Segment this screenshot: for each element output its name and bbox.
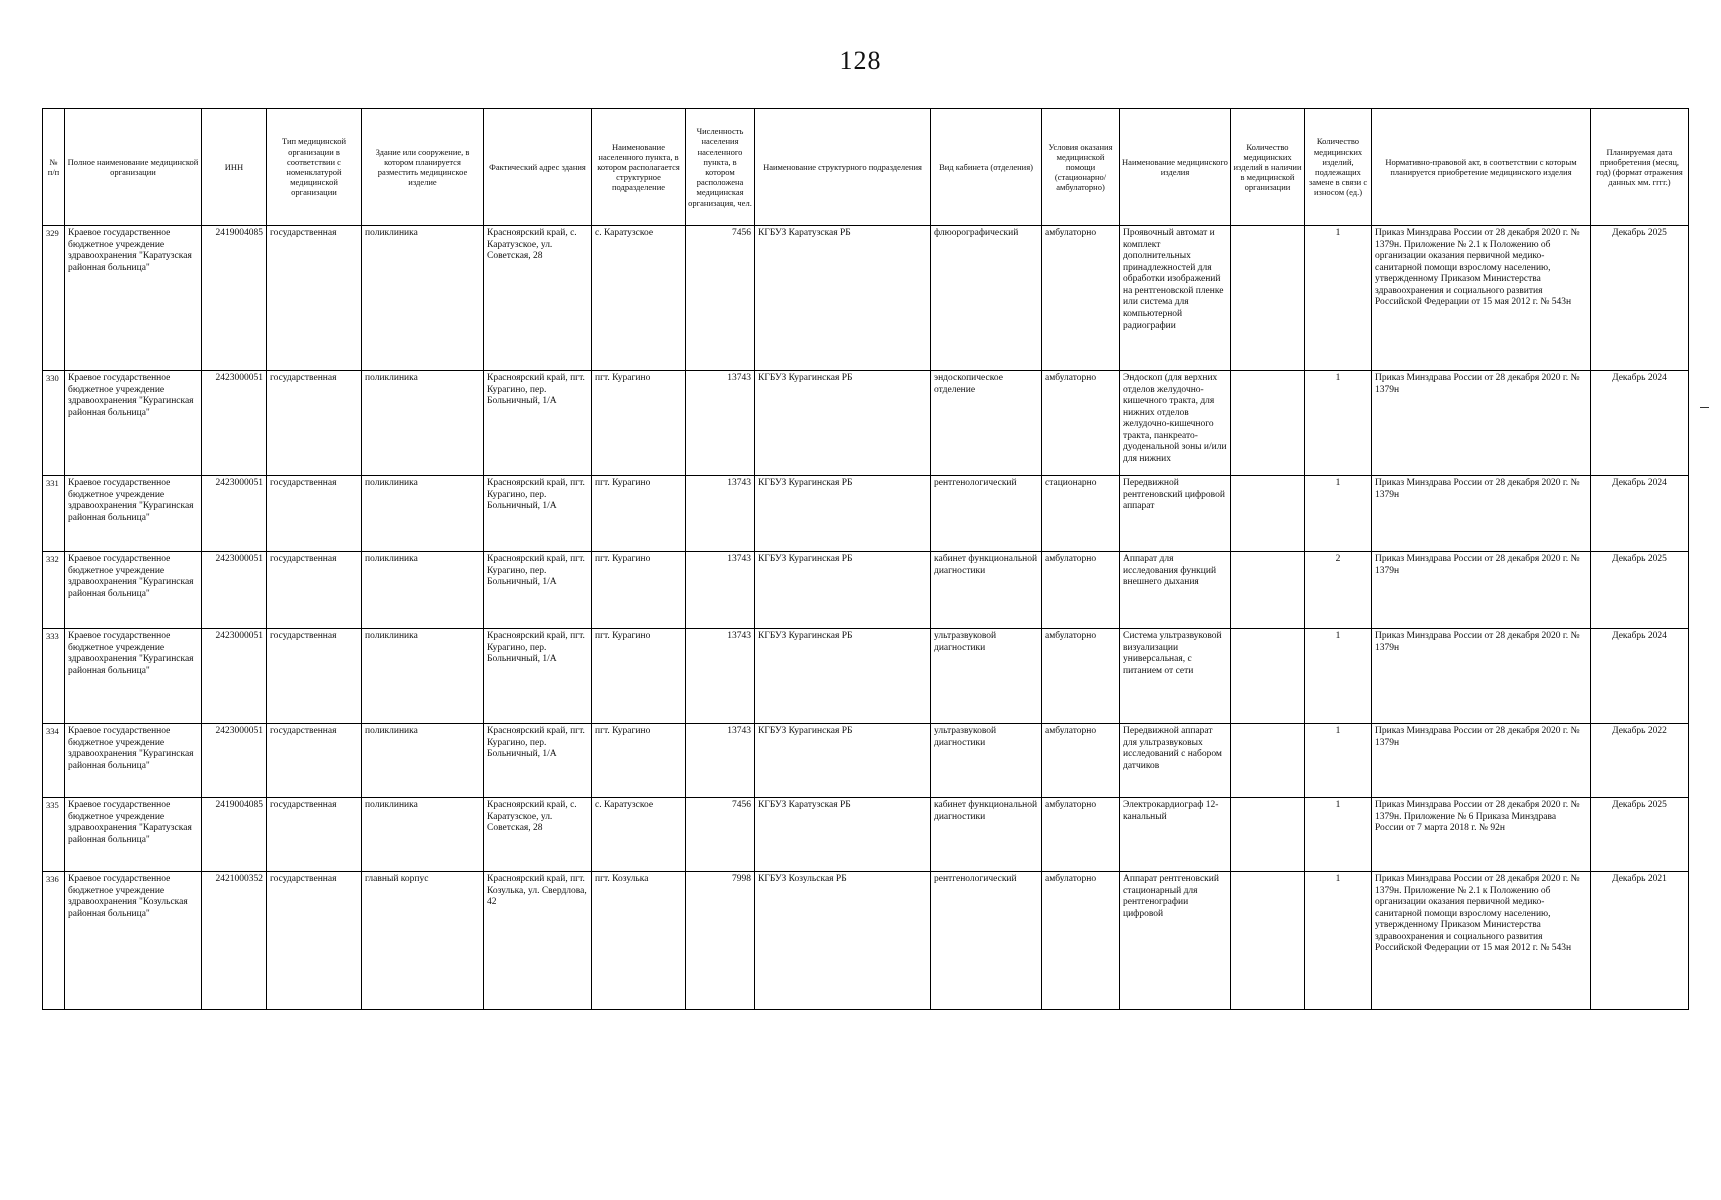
cell-subdivision: КГБУЗ Каратузская РБ [755,798,931,872]
cell-subdivision: КГБУЗ Курагинская РБ [755,371,931,476]
cell-inn: 2421000352 [202,872,267,1010]
cell-cabinet: кабинет функциональной диагностики [931,552,1042,629]
cell-legal-act: Приказ Минздрава России от 28 декабря 2020 г. № 1379н [1372,371,1591,476]
cell-subdivision: КГБУЗ Курагинская РБ [755,552,931,629]
cell-conditions: амбулаторно [1042,629,1120,724]
cell-qty-available [1231,226,1305,371]
cell-qty-replace: 1 [1305,476,1372,552]
table-row [43,872,1689,1010]
header-conditions: Условия оказания медицинской помощи (стационарно/ амбулаторно) [1042,109,1120,226]
cell-qty-replace: 1 [1305,724,1372,798]
cell-subdivision: КГБУЗ Курагинская РБ [755,724,931,798]
cell-legal-act: Приказ Минздрава России от 28 декабря 2020 г. № 1379н [1372,629,1591,724]
cell-qty-available [1231,476,1305,552]
cell-num: 329 [43,226,65,371]
cell-qty-replace: 1 [1305,798,1372,872]
cell-population: 13743 [686,476,755,552]
cell-subdivision: КГБУЗ Козульская РБ [755,872,931,1010]
cell-org-name: Краевое государственное бюджетное учреждение здравоохранения "Курагинская районная больница" [65,371,202,476]
cell-building: поликлиника [362,798,484,872]
cell-subdivision: КГБУЗ Курагинская РБ [755,629,931,724]
table-row [43,371,1689,476]
header-num: № п/п [43,109,65,226]
page-number: 128 [839,46,882,75]
cell-address: Красноярский край, пгт. Курагино, пер. Больничный, 1/А [484,552,592,629]
cell-org-type: государственная [267,552,362,629]
cell-qty-available [1231,872,1305,1010]
header-address: Фактический адрес здания [484,109,592,226]
cell-cabinet: эндоскопическое отделение [931,371,1042,476]
cell-device: Передвижной аппарат для ультразвуковых исследований с набором датчиков [1120,724,1231,798]
cell-settlement: с. Каратузское [592,226,686,371]
header-cabinet: Вид кабинета (отделения) [931,109,1042,226]
cell-settlement: пгт. Курагино [592,724,686,798]
cell-date: Декабрь 2025 [1591,798,1689,872]
table-row [43,629,1689,724]
cell-subdivision: КГБУЗ Каратузская РБ [755,226,931,371]
header-subdivision: Наименование структурного подразделения [755,109,931,226]
cell-num: 334 [43,724,65,798]
table-row [43,476,1689,552]
cell-population: 13743 [686,629,755,724]
cell-org-type: государственная [267,872,362,1010]
cell-qty-replace: 1 [1305,226,1372,371]
cell-qty-replace: 1 [1305,371,1372,476]
cell-num: 336 [43,872,65,1010]
cell-conditions: амбулаторно [1042,552,1120,629]
cell-cabinet: рентгенологический [931,476,1042,552]
cell-settlement: пгт. Курагино [592,552,686,629]
cell-qty-available [1231,629,1305,724]
cell-org-type: государственная [267,798,362,872]
header-settlement: Наименование населенного пункта, в котором располагается структурное подразделение [592,109,686,226]
cell-legal-act: Приказ Минздрава России от 28 декабря 2020 г. № 1379н. Приложение № 6 Приказа Минздрава России от 7 марта 2018 г. № 92н [1372,798,1591,872]
cell-subdivision: КГБУЗ Курагинская РБ [755,476,931,552]
cell-cabinet: рентгенологический [931,872,1042,1010]
cell-inn: 2423000051 [202,552,267,629]
cell-qty-replace: 2 [1305,552,1372,629]
cell-org-type: государственная [267,371,362,476]
cell-inn: 2423000051 [202,371,267,476]
table-row [43,724,1689,798]
cell-org-type: государственная [267,629,362,724]
table-row [43,226,1689,371]
cell-cabinet: кабинет функциональной диагностики [931,798,1042,872]
cell-population: 13743 [686,552,755,629]
cell-conditions: амбулаторно [1042,371,1120,476]
cell-legal-act: Приказ Минздрава России от 28 декабря 2020 г. № 1379н [1372,476,1591,552]
cell-org-type: государственная [267,724,362,798]
cell-building: поликлиника [362,629,484,724]
cell-qty-available [1231,552,1305,629]
cell-qty-available [1231,371,1305,476]
cell-num: 333 [43,629,65,724]
cell-conditions: амбулаторно [1042,872,1120,1010]
cell-legal-act: Приказ Минздрава России от 28 декабря 2020 г. № 1379н. Приложение № 2.1 к Положению об организации оказания первичной медико-санитарной помощи взрослому населению, утвержденному Приказом Министерства здравоохранения и социального развития Российской Федерации от 15 мая 2012 г. № 543н [1372,226,1591,371]
cell-date: Декабрь 2024 [1591,371,1689,476]
cell-settlement: пгт. Козулька [592,872,686,1010]
cell-conditions: амбулаторно [1042,724,1120,798]
cell-population: 7998 [686,872,755,1010]
header-legal-act: Нормативно-правовой акт, в соответствии с которым планируется приобретение медицинского изделия [1372,109,1591,226]
cell-org-name: Краевое государственное бюджетное учреждение здравоохранения "Каратузская районная больница" [65,226,202,371]
cell-legal-act: Приказ Минздрава России от 28 декабря 2020 г. № 1379н [1372,552,1591,629]
cell-qty-replace: 1 [1305,629,1372,724]
cell-population: 13743 [686,724,755,798]
header-date: Планируемая дата приобретения (месяц, год) (формат отражения данных мм. гггг.) [1591,109,1689,226]
cell-cabinet: ультразвуковой диагностики [931,629,1042,724]
cell-device: Система ультразвуковой визуализации универсальная, с питанием от сети [1120,629,1231,724]
cell-building: поликлиника [362,476,484,552]
cell-building: поликлиника [362,724,484,798]
cell-conditions: амбулаторно [1042,226,1120,371]
cell-org-type: государственная [267,476,362,552]
cell-building: поликлиника [362,552,484,629]
header-org-name: Полное наименование медицинской организации [65,109,202,226]
cell-address: Красноярский край, пгт. Курагино, пер. Больничный, 1/А [484,371,592,476]
equipment-table [42,108,1689,1010]
header-qty-available: Количество медицинских изделий в наличии в медицинской организации [1231,109,1305,226]
cell-population: 7456 [686,226,755,371]
cell-qty-available [1231,798,1305,872]
cell-num: 330 [43,371,65,476]
cell-legal-act: Приказ Минздрава России от 28 декабря 2020 г. № 1379н. Приложение № 2.1 к Положению об организации оказания первичной медико-санитарной помощи взрослому населению, утвержденному Приказом Министерства здравоохранения и социального развития Российской Федерации от 15 мая 2012 г. № 543н [1372,872,1591,1010]
cell-num: 331 [43,476,65,552]
header-inn: ИНН [202,109,267,226]
cell-population: 7456 [686,798,755,872]
cell-device: Эндоскоп (для верхних отделов желудочно-кишечного тракта, для нижних отделов желудочно-кишечного тракта, панкреато-дуоденальной зоны и/или для нижних [1120,371,1231,476]
table-header-row [43,109,1689,226]
cell-org-name: Краевое государственное бюджетное учреждение здравоохранения "Курагинская районная больница" [65,552,202,629]
margin-mark [1700,407,1709,408]
header-population: Численность населения населенного пункта, в котором расположена медицинская организация, чел. [686,109,755,226]
cell-device: Аппарат рентгеновский стационарный для рентгенографии цифровой [1120,872,1231,1010]
cell-building: главный корпус [362,872,484,1010]
cell-inn: 2419004085 [202,226,267,371]
cell-address: Красноярский край, пгт. Курагино, пер. Больничный, 1/А [484,476,592,552]
cell-org-name: Краевое государственное бюджетное учреждение здравоохранения "Каратузская районная больница" [65,798,202,872]
cell-legal-act: Приказ Минздрава России от 28 декабря 2020 г. № 1379н [1372,724,1591,798]
cell-org-name: Краевое государственное бюджетное учреждение здравоохранения "Курагинская районная больница" [65,476,202,552]
cell-device: Электрокардиограф 12-канальный [1120,798,1231,872]
cell-conditions: стационарно [1042,476,1120,552]
cell-date: Декабрь 2024 [1591,629,1689,724]
cell-date: Декабрь 2022 [1591,724,1689,798]
cell-address: Красноярский край, с. Каратузское, ул. Советская, 28 [484,798,592,872]
cell-device: Передвижной рентгеновский цифровой аппарат [1120,476,1231,552]
cell-address: Красноярский край, пгт. Козулька, ул. Свердлова, 42 [484,872,592,1010]
cell-conditions: амбулаторно [1042,798,1120,872]
cell-building: поликлиника [362,371,484,476]
cell-inn: 2423000051 [202,724,267,798]
cell-building: поликлиника [362,226,484,371]
cell-qty-available [1231,724,1305,798]
cell-org-name: Краевое государственное бюджетное учреждение здравоохранения "Курагинская районная больница" [65,724,202,798]
cell-num: 335 [43,798,65,872]
header-org-type: Тип медицинской организации в соответствии с номенклатурой медицинской организации [267,109,362,226]
header-building: Здание или сооружение, в котором планируется разместить медицинское изделие [362,109,484,226]
cell-address: Красноярский край, с. Каратузское, ул. Советская, 28 [484,226,592,371]
cell-date: Декабрь 2024 [1591,476,1689,552]
cell-inn: 2423000051 [202,629,267,724]
cell-settlement: пгт. Курагино [592,371,686,476]
cell-population: 13743 [686,371,755,476]
cell-address: Красноярский край, пгт. Курагино, пер. Больничный, 1/А [484,629,592,724]
cell-qty-replace: 1 [1305,872,1372,1010]
header-device: Наименование медицинского изделия [1120,109,1231,226]
cell-cabinet: ультразвуковой диагностики [931,724,1042,798]
cell-org-name: Краевое государственное бюджетное учреждение здравоохранения "Козульская районная больница" [65,872,202,1010]
cell-settlement: пгт. Курагино [592,629,686,724]
cell-inn: 2419004085 [202,798,267,872]
cell-cabinet: флюорографический [931,226,1042,371]
cell-device: Аппарат для исследования функций внешнего дыхания [1120,552,1231,629]
cell-date: Декабрь 2025 [1591,226,1689,371]
cell-date: Декабрь 2025 [1591,552,1689,629]
cell-device: Проявочный автомат и комплект дополнительных принадлежностей для обработки изображений на рентгеновской пленке или система для компьютерной радиографии [1120,226,1231,371]
table-row [43,552,1689,629]
cell-org-type: государственная [267,226,362,371]
cell-num: 332 [43,552,65,629]
cell-settlement: пгт. Курагино [592,476,686,552]
header-qty-replace: Количество медицинских изделий, подлежащих замене в связи с износом (ед.) [1305,109,1372,226]
cell-address: Красноярский край, пгт. Курагино, пер. Больничный, 1/А [484,724,592,798]
cell-date: Декабрь 2021 [1591,872,1689,1010]
cell-org-name: Краевое государственное бюджетное учреждение здравоохранения "Курагинская районная больница" [65,629,202,724]
table-row [43,798,1689,872]
cell-inn: 2423000051 [202,476,267,552]
cell-settlement: с. Каратузское [592,798,686,872]
